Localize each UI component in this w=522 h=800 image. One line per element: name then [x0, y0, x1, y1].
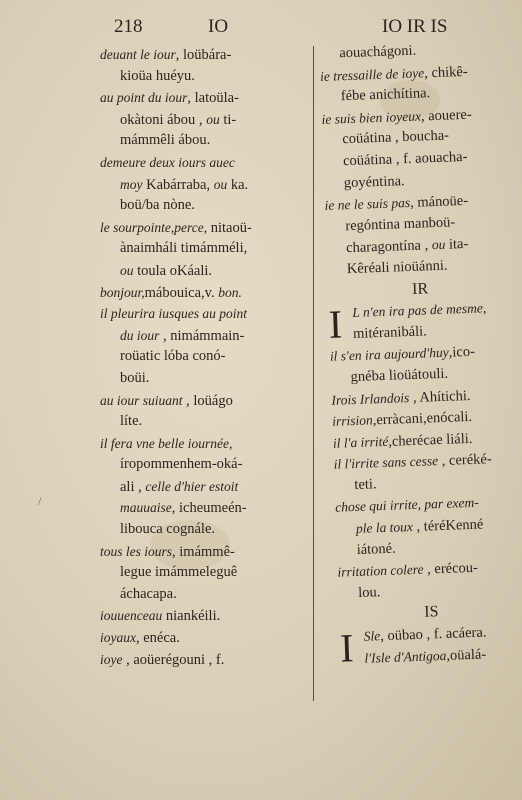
carib-gloss: Kêréali nioüánni.: [346, 257, 448, 278]
carib-gloss: , Ahítichi.: [409, 387, 471, 406]
carib-gloss: , loübára-: [175, 47, 232, 63]
french-term: il pleurira iusques au point: [100, 306, 248, 322]
carib-gloss: , enéca.: [136, 630, 180, 647]
french-term: demeure deux iours auec: [100, 154, 235, 170]
french-term: mauuaise: [120, 500, 172, 516]
carib-gloss: , téréKenné: [412, 516, 484, 536]
carib-gloss: aouachágoni.: [339, 42, 417, 62]
carib-gloss: fébe anichítina.: [340, 85, 431, 105]
carib-gloss: coüátina , boucha-: [342, 127, 450, 148]
french-term: celle d'hier estoit: [145, 478, 239, 494]
carib-gloss: niankéili.: [162, 608, 221, 625]
entry-line: [100, 519, 314, 541]
carib-gloss: mábouica,v.: [144, 284, 219, 301]
entry-line: [100, 282, 314, 304]
right-column-entries: [319, 37, 522, 281]
french-term: moy: [120, 176, 143, 192]
carib-gloss: ita-: [445, 236, 469, 254]
entry-line: [100, 260, 314, 282]
french-term: Sle: [363, 628, 381, 644]
entry-line: [100, 109, 314, 131]
french-term: il l'irrite sans cesse: [333, 453, 439, 473]
french-term: Irois Irlandois: [331, 389, 410, 408]
french-term: ou: [120, 262, 134, 278]
carib-gloss: ali ,: [120, 478, 146, 495]
french-term: L n'en ira pas de mesme,: [352, 300, 487, 321]
carib-gloss: lou.: [357, 584, 381, 601]
section-is-entries: [339, 620, 522, 670]
entry-line: [100, 649, 314, 671]
entry-line: [100, 433, 314, 455]
running-header: [0, 16, 522, 42]
carib-gloss: goyéntina.: [343, 172, 405, 191]
french-term: le sourpointe,perce,: [100, 219, 208, 235]
entry-line: [100, 217, 314, 239]
carib-gloss: , oübao , f. acáera.: [379, 624, 487, 645]
french-term: bon.: [218, 284, 242, 300]
dropcap-is: I: [339, 625, 355, 671]
carib-gloss: , chikê-: [423, 63, 468, 81]
french-term: au point du iour: [100, 90, 188, 106]
entry-line: [100, 303, 314, 325]
entry-line: [100, 195, 314, 217]
french-term: il s'en ira aujourd'huy: [329, 344, 450, 365]
section-heading-ir: IR: [411, 279, 429, 298]
carib-gloss: ,cherécae liáli.: [388, 430, 473, 450]
right-running-head: IO IR IS: [382, 16, 448, 37]
carib-gloss: boüi.: [120, 369, 150, 386]
carib-gloss: áchacapa.: [120, 585, 177, 602]
entry-line: [100, 174, 314, 196]
carib-gloss: mámmêli ábou.: [120, 132, 211, 149]
carib-gloss: líte.: [120, 413, 143, 430]
french-term: tous les iours: [100, 543, 173, 559]
entry-line: [100, 497, 314, 519]
french-term: deuant le iour: [100, 47, 176, 62]
carib-gloss: , latoüla-: [187, 90, 239, 107]
carib-gloss: ,erràcani,enócali.: [372, 408, 473, 429]
section-ir: [328, 296, 522, 605]
french-term: ie suis bien ioyeux: [321, 108, 422, 127]
french-term: ou: [206, 111, 220, 127]
carib-gloss: boü/ba nòne.: [120, 197, 195, 214]
french-term: irrision: [331, 412, 373, 429]
entry-line: [100, 541, 314, 563]
margin-mark: /: [38, 494, 42, 508]
carib-gloss: , aoüerégouni , f.: [122, 651, 225, 668]
french-term: irritation colere: [337, 561, 424, 580]
entry-line: [100, 584, 314, 606]
carib-gloss: coüátina , f. aouacha-: [342, 148, 468, 170]
entry-line: [100, 152, 314, 174]
french-term: ie ne le suis pas: [324, 195, 411, 214]
carib-gloss: okàtoni ábou ,: [120, 111, 207, 128]
entry-line: [100, 66, 314, 88]
section-is: [339, 620, 522, 670]
french-term: du iour: [120, 327, 160, 343]
entry-line: [100, 368, 314, 390]
french-term: il fera vne belle iournée,: [100, 435, 233, 451]
french-term: bonjour,: [100, 284, 145, 300]
carib-gloss: íropommenhem-oká-: [120, 456, 243, 473]
entry-line: [100, 238, 314, 260]
carib-gloss: gnéba lioüátouli.: [350, 365, 449, 385]
carib-gloss: ànaimháli timámméli,: [120, 240, 248, 257]
carib-gloss: nitaoü-: [207, 219, 252, 236]
entry-line: [100, 130, 314, 152]
carib-gloss: , erécou-: [423, 560, 479, 578]
carib-gloss: , icheumeén-: [171, 500, 247, 517]
french-term: ple la toux: [355, 519, 414, 537]
carib-gloss: , loüágo: [182, 392, 233, 409]
carib-gloss: ,oüalá-: [446, 646, 487, 664]
entry-line: [100, 476, 314, 498]
entry-line: [100, 627, 314, 649]
carib-gloss: , nimámmain-: [159, 327, 245, 344]
french-term: chose qui irrite, par exem-: [334, 495, 479, 516]
carib-gloss: regóntina manboü-: [345, 214, 456, 234]
page-number: 218: [114, 16, 143, 37]
carib-gloss: , aouere-: [420, 106, 472, 125]
french-term: ou: [213, 176, 228, 192]
carib-gloss: mitéranibáli.: [352, 323, 428, 342]
carib-gloss: charagontína ,: [345, 237, 433, 257]
right-column: [319, 37, 522, 670]
section-ir-entries: [328, 296, 522, 605]
entry-line: [100, 87, 314, 109]
carib-gloss: , mánoüe-: [409, 193, 469, 212]
entry-line: [100, 605, 314, 627]
carib-gloss: ti-: [219, 111, 237, 128]
carib-gloss: legue imámmeleguê: [120, 564, 238, 581]
carib-gloss: ka.: [227, 176, 249, 193]
french-term: il l'a irrité: [332, 433, 389, 451]
carib-gloss: kioüa huéyu.: [120, 67, 195, 84]
french-term: ioyaux: [100, 630, 136, 646]
french-term: au iour suiuant: [100, 392, 183, 408]
carib-gloss: , imámmê-: [172, 543, 235, 560]
dropcap-ir: I: [328, 301, 343, 347]
carib-gloss: teti.: [354, 476, 377, 493]
french-term: ou: [431, 237, 446, 253]
left-column: [100, 44, 314, 670]
french-term: l'Isle d'Antigoa: [364, 647, 447, 666]
carib-gloss: roüatic lóba conó-: [120, 348, 226, 365]
entry-line: [100, 411, 314, 433]
french-term: ioye: [100, 651, 123, 667]
entry-line: [100, 562, 314, 584]
entry-line: [100, 390, 314, 412]
left-running-head: IO: [208, 16, 229, 37]
entry-line: [100, 44, 314, 66]
french-term: iouuenceau: [100, 608, 163, 624]
carib-gloss: toula oKáali.: [133, 262, 213, 279]
entry-line: [100, 325, 314, 347]
section-heading-is: IS: [423, 603, 439, 622]
carib-gloss: Kabárraba,: [142, 176, 214, 193]
carib-gloss: libouca cognále.: [120, 521, 216, 538]
carib-gloss: ,ico-: [448, 344, 476, 361]
french-term: ie tressaille de ioye: [319, 64, 425, 84]
carib-gloss: , ceréké-: [437, 451, 492, 470]
carib-gloss: iátoné.: [356, 540, 396, 558]
entry-line: [100, 346, 314, 368]
entry-line: [100, 454, 314, 476]
